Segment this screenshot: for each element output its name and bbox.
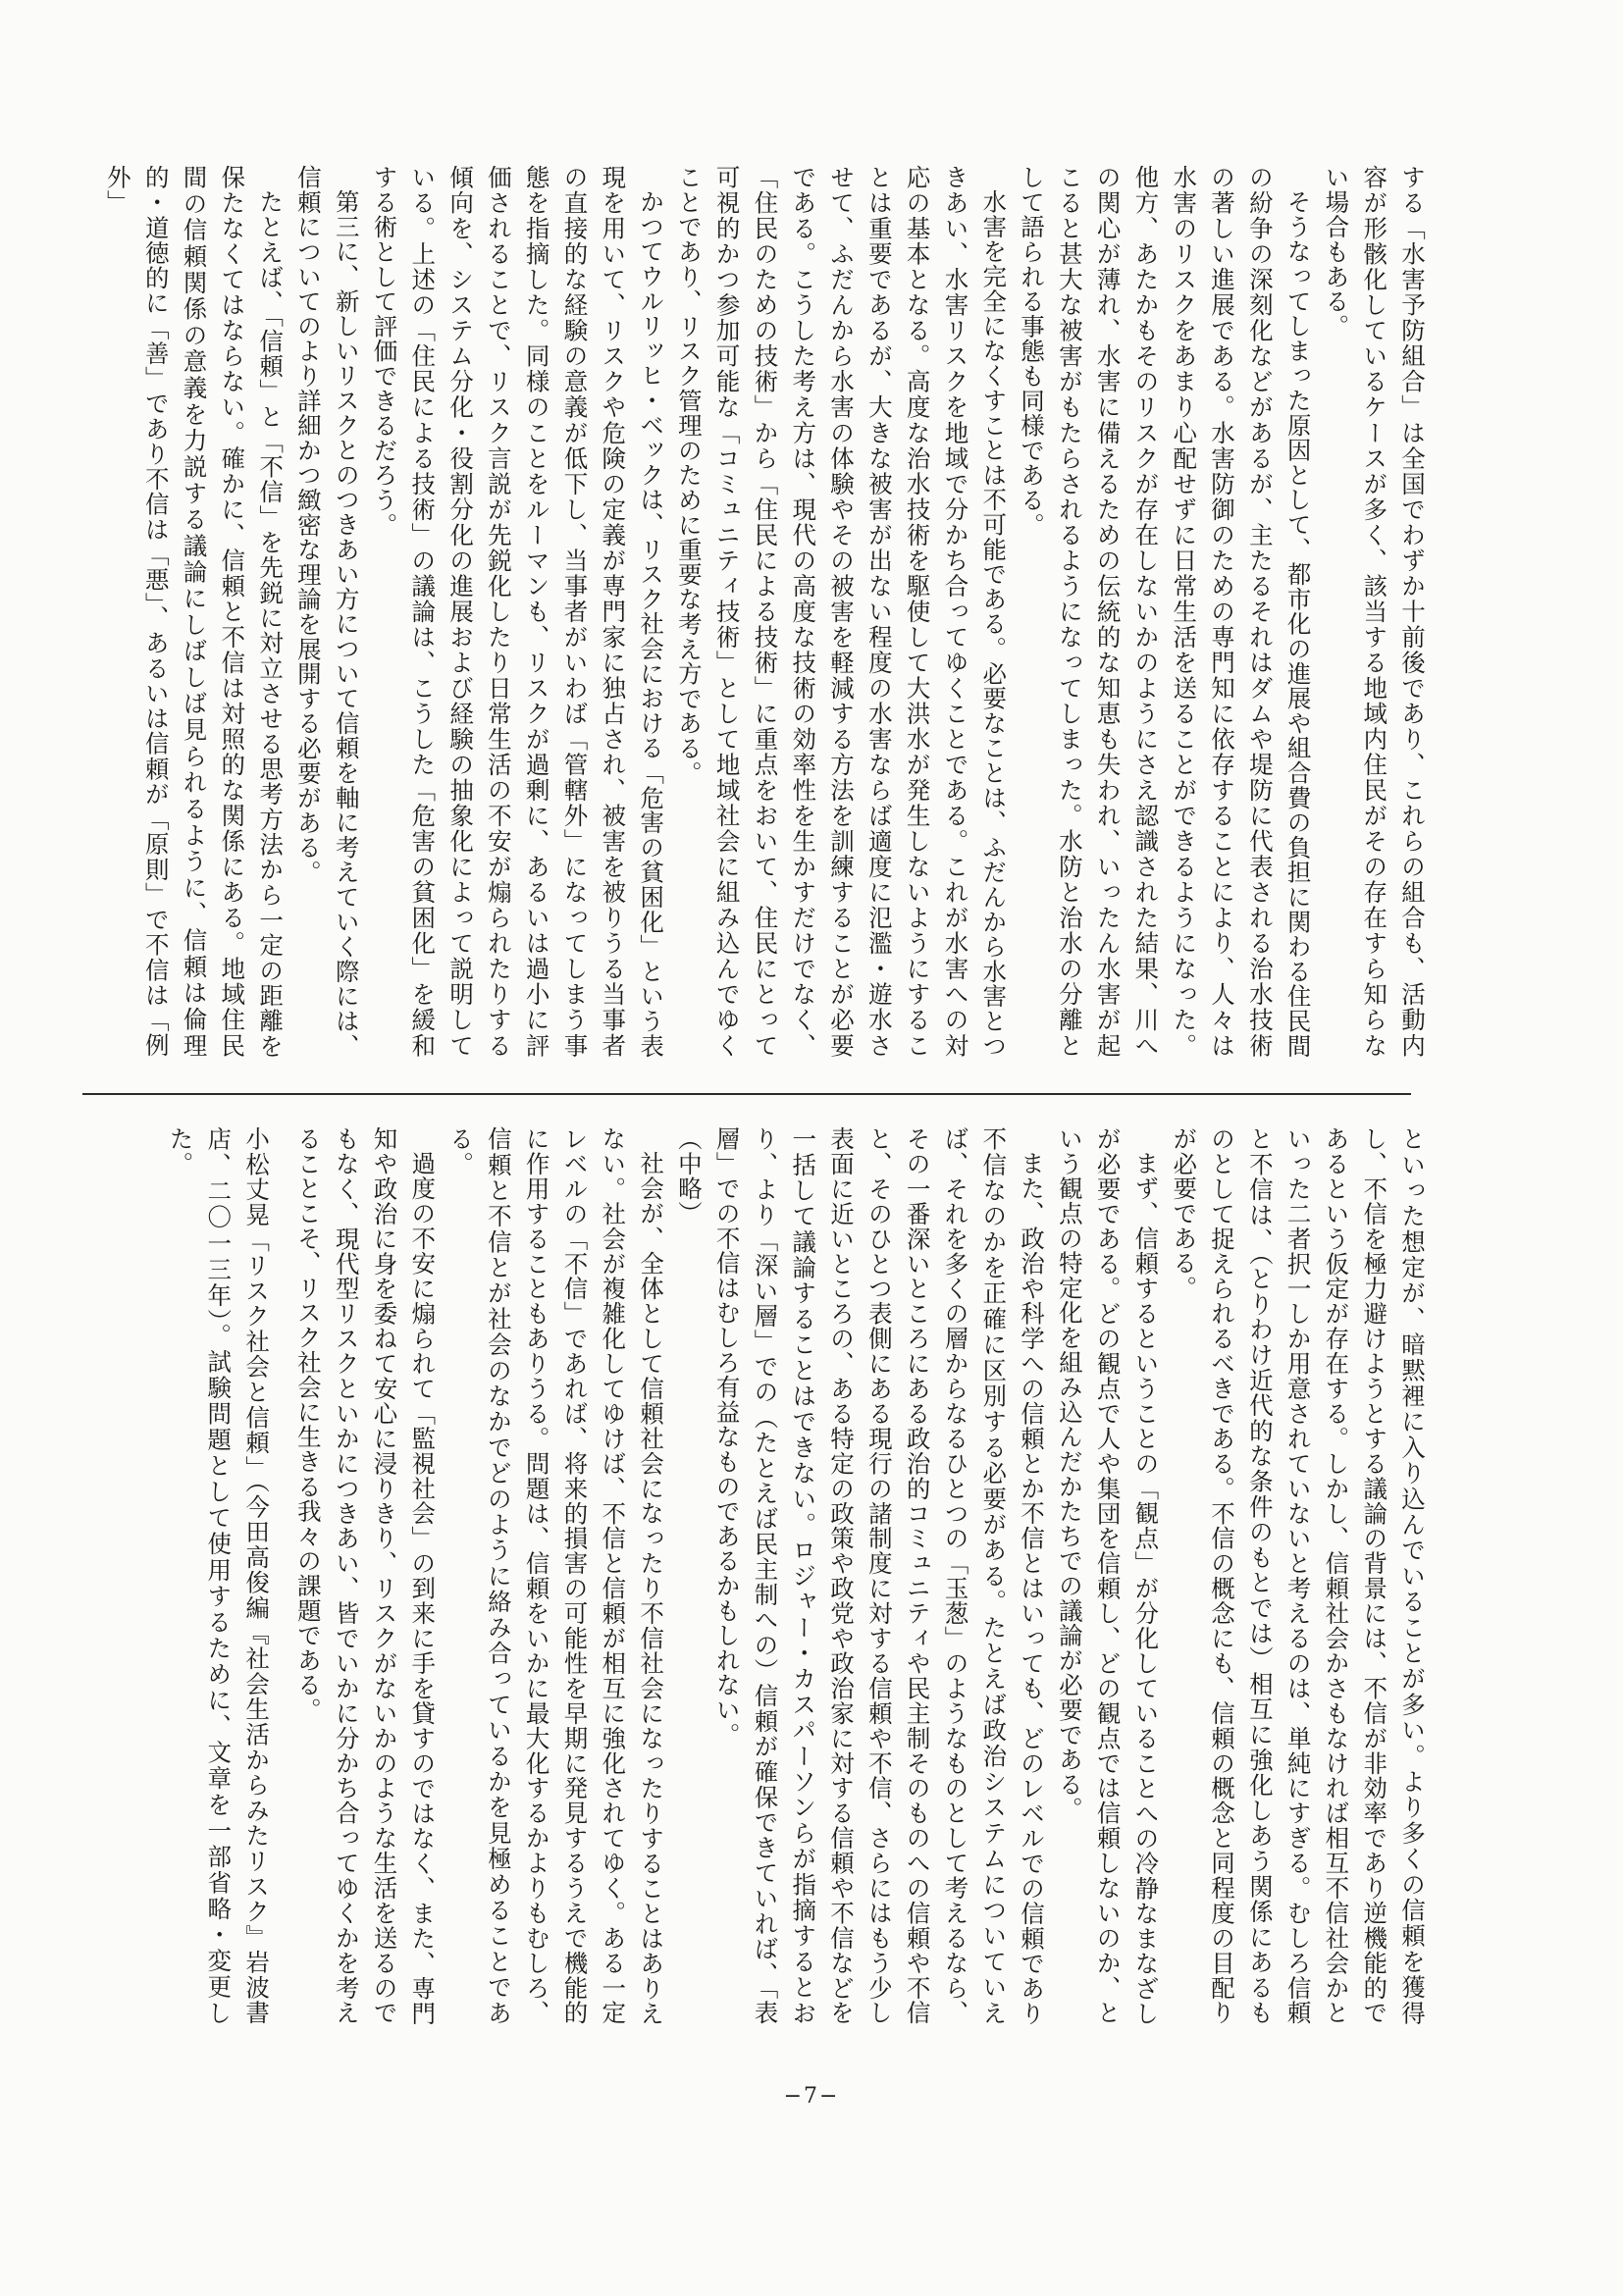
paragraph: 過度の不安に煽られて「監視社会」の到来に手を貸すのではなく、また、専門知や政治に身を委ねて安心に浸りきり、リスクがないかのような生活を送るのでもなく、現代型リスクといかにつきあい、皆でいかに分かち合ってゆくかを考えることこそ、リスク社会に生きる我々の課題である。 (293, 1126, 438, 2025)
upper-text-block (103, 165, 1431, 1058)
paragraph-continuation: といった想定が、暗黙裡に入り込んでいることが多い。より多くの信頼を獲得し、不信を極力避けようとする議論の背景には、不信が非効率であり逆機能的であるという仮定が存在する。しかし、信頼社会かさもなければ相互不信社会かといった二者択一しか用意されていないと考えるのは、単純にすぎる。むしろ信頼と不信は、（とりわけ近代的な条件のもとでは）相互に強化しあう関係にあるものとして捉えられるべきである。不信の概念にも、信頼の概念と同程度の目配りが必要である。 (1170, 1126, 1427, 2025)
paragraph: まず、信頼するということの「観点」が分化していることへの冷静なまなざしが必要である。どの観点で人や集団を信頼し、どの観点では信頼しないのか、という観点の特定化を組み込んだかたちでの議論が必要である。 (1055, 1126, 1161, 2025)
paragraph-continuation: する「水害予防組合」は全国でわずか十前後であり、これらの組合も、活動内容が形骸化しているケースが多く、該当する地域内住民がその存在すら知らない場合もある。 (1322, 165, 1427, 1058)
source-citation: 小松丈晃「リスク社会と信頼」（今田高俊編『社会生活からみたリスク』岩波書店、二〇一三年）。試験問題として使用するために、文章を一部省略・変更した。 (166, 1126, 272, 2025)
paragraph: 水害を完全になくすことは不可能である。必要なことは、ふだんから水害とつきあい、水害リスクを地域で分かち合ってゆくことである。これが水害への対応の基本となる。高度な治水技術を駆使して大洪水が発生しないようにすることは重要であるが、大きな被害が出ない程度の水害ならば適度に氾濫・遊水させて、ふだんから水害の体験やその被害を軽減する方法を訓練することが必要である。こうした考え方は、現代の高度な技術の効率性を生かすだけでなく、「住民のための技術」から「住民による技術」に重点をおいて、住民にとって可視的かつ参加可能な「コミュニティ技術」として地域社会に組み込んでゆくことであり、リスク管理のために重要な考え方である。 (674, 165, 1009, 1058)
section-divider (82, 1093, 1411, 1095)
paragraph: そうなってしまった原因として、都市化の進展や組合費の負担に関わる住民間の紛争の深刻化などがあるが、主たるそれはダムや堤防に代表される治水技術の著しい進展である。水害防御のための専門知に依存することにより、人々は水害のリスクをあまり心配せずに日常生活を送ることができるようになった。他方、あたかもそのリスクが存在しないかのようにさえ認識された結果、川への関心が薄れ、水害に備えるための伝統的な知恵も失われ、いったん水害が起こると甚大な被害がもたらされるようになってしまった。水防と治水の分離として語られる事態も同様である。 (1018, 165, 1313, 1058)
paragraph: 第三に、新しいリスクとのつきあい方について信頼を軸に考えていく際には、信頼についてのより詳細かつ緻密な理論を展開する必要がある。 (293, 165, 361, 1058)
paragraph: たとえば、「信頼」と「不信」を先鋭に対立させる思考方法から一定の距離を保たなくてはならない。確かに、信頼と不信は対照的な関係にある。地域住民間の信頼関係の意義を力説する議論にしばしば見られるように、信頼は倫理的・道徳的に「善」であり不信は「悪」、あるいは信頼が「原則」で不信は「例外」 (103, 165, 286, 1058)
paragraph: また、政治や科学への信頼とか不信とはいっても、どのレベルでの信頼であり不信なのかを正確に区別する必要がある。たとえば政治システムについていえば、それを多くの層からなるひとつの「玉葱」のようなものとして考えるなら、その一番深いところにある政治的コミュニティや民主制そのものへの信頼や不信と、そのひとつ表側にある現行の諸制度に対する信頼や不信、さらにはもう少し表面に近いところの、ある特定の政策や政党や政治家に対する信頼や不信などを一括して議論することはできない。ロジャー・カスパーソンらが指摘するとおり、より「深い層」での（たとえば民主制への）信頼が確保できていれば、「表層」での不信はむしろ有益なものであるかもしれない。 (712, 1126, 1047, 2025)
paragraph: かつてウルリッヒ・ベックは、リスク社会における「危害の貧困化」という表現を用いて、リスクや危険の定義が専門家に独占され、被害を被りうる当事者の直接的な経験の意義が低下し、当事者がいわば「管轄外」になってしまう事態を指摘した。同様のことをルーマンも、リスクが過剰に、あるいは過小に評価されることで、リスク言説が先鋭化したり日常生活の不安が煽られたりする傾向を、システム分化・役割分化の進展および経験の抽象化によって説明している。上述の「住民による技術」の議論は、こうした「危害の貧困化」を緩和する術として評価できるだろう。 (370, 165, 666, 1058)
page-number: −7− (783, 2084, 840, 2109)
paragraph: 社会が、全体として信頼社会になったり不信社会になったりすることはありえない。社会が複雑化してゆけば、不信と信頼が相互に強化されてゆく。ある一定レベルの「不信」であれば、将来的損害の可能性を早期に発見するうえで機能的に作用することもありうる。問題は、信頼をいかに最大化するかよりもむしろ、信頼と不信とが社会のなかでどのように絡み合っているかを見極めることである。 (446, 1126, 666, 2025)
lower-text-block (165, 1126, 1431, 2025)
omission-marker: （中略） (674, 1126, 704, 1226)
